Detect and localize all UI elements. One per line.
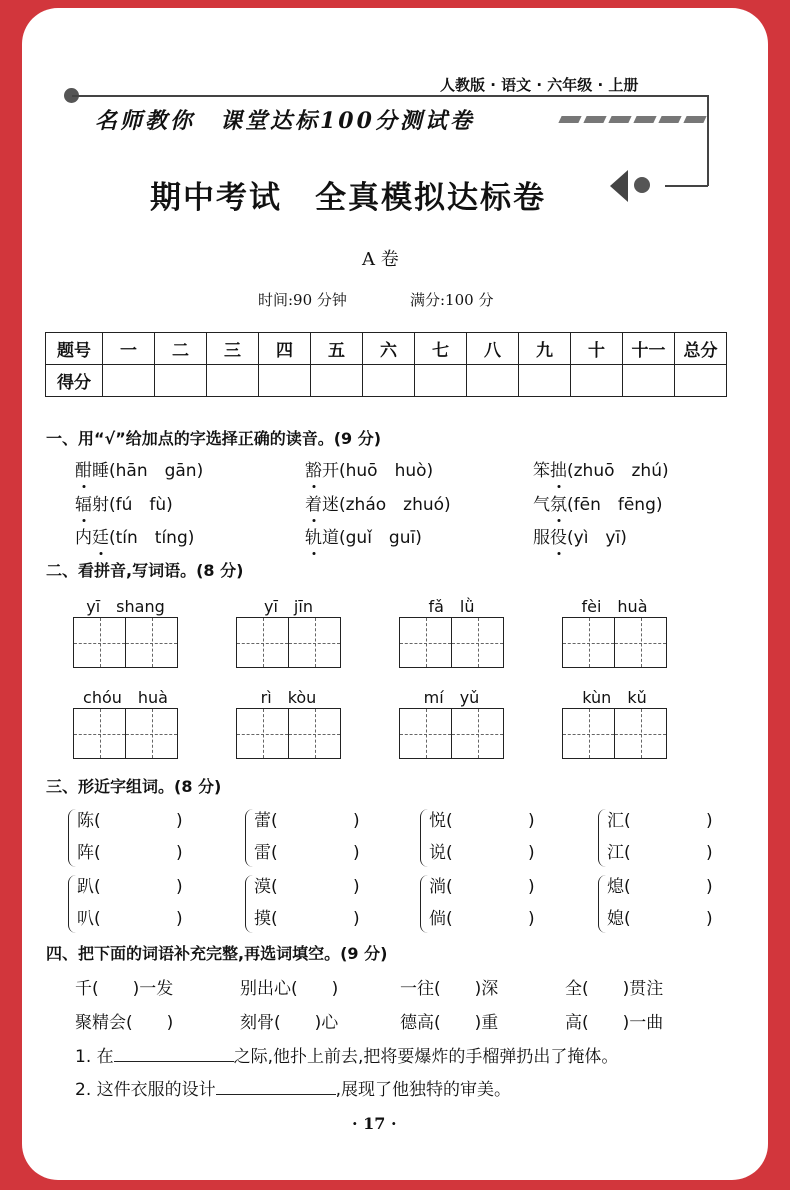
pinyin-label: mí yǔ — [423, 688, 480, 707]
question-text: ,展现了他独特的审美。 — [335, 1080, 512, 1100]
dotted-char: 辐 — [75, 495, 92, 515]
score-cell[interactable] — [623, 365, 675, 397]
header-dot-right — [634, 177, 650, 193]
paren-close[interactable]: ) — [176, 909, 183, 929]
score-table — [45, 332, 727, 397]
paren-close[interactable]: ) — [176, 843, 183, 863]
grid-cell[interactable] — [615, 618, 666, 667]
grid-cell[interactable] — [289, 709, 340, 758]
table-cell: 四 — [259, 333, 311, 365]
table-cell: 五 — [311, 333, 363, 365]
section-3-heading: 三、形近字组词。(8 分) — [46, 777, 222, 796]
idiom-blank[interactable]: 高( )一曲 — [565, 1013, 664, 1033]
dotted-char: 拙 — [550, 461, 567, 481]
fill-question-2 — [75, 1075, 511, 1100]
table-cell: 三 — [207, 333, 259, 365]
brace-icon — [598, 809, 606, 867]
item-text: 内 — [75, 528, 92, 548]
section-4-heading: 四、把下面的词语补充完整,再选词填空。(9 分) — [46, 944, 388, 963]
pronunciation-item[interactable] — [305, 456, 433, 481]
score-cell[interactable] — [207, 365, 259, 397]
grid-cell[interactable] — [452, 618, 503, 667]
pair-char: 说( — [429, 843, 453, 863]
item-text: (fēn fēng) — [567, 495, 663, 515]
grid-cell[interactable] — [74, 709, 126, 758]
score-cell[interactable] — [571, 365, 623, 397]
score-cell[interactable] — [311, 365, 363, 397]
dotted-char: 酣 — [75, 461, 92, 481]
grid-cell[interactable] — [400, 618, 452, 667]
pronunciation-item[interactable] — [533, 490, 663, 515]
pronunciation-item[interactable] — [533, 456, 669, 481]
page-number: · 17 · — [352, 1114, 397, 1133]
table-cell: 七 — [415, 333, 467, 365]
table-row — [46, 365, 727, 397]
grid-cell[interactable] — [74, 618, 126, 667]
table-cell: 九 — [519, 333, 571, 365]
question-text: 1. 在 — [75, 1047, 114, 1067]
arrow-left-icon — [610, 170, 628, 202]
brace-icon — [420, 809, 428, 867]
writing-grid[interactable] — [73, 617, 178, 668]
writing-grid[interactable] — [399, 708, 504, 759]
similar-char-pair — [420, 871, 540, 937]
pair-char: 趴( — [77, 877, 101, 897]
dotted-char: 着 — [305, 495, 322, 515]
pinyin-label: kùn kǔ — [582, 688, 647, 707]
edition-label: 人教版 · 语文 · 六年级 · 上册 — [440, 76, 639, 94]
pair-char: 雷( — [254, 843, 278, 863]
score-cell[interactable] — [259, 365, 311, 397]
grid-cell[interactable] — [126, 709, 177, 758]
question-text: 之际,他扑上前去,把将要爆炸的手榴弹扔出了掩体。 — [233, 1047, 619, 1067]
full-score: 满分:100 分 — [410, 291, 494, 309]
paren-close[interactable]: ) — [176, 877, 183, 897]
grid-cell[interactable] — [400, 709, 452, 758]
pair-char: 叭( — [77, 909, 101, 929]
paren-close[interactable]: ) — [528, 843, 535, 863]
dotted-char: 役 — [550, 528, 567, 548]
paren-close[interactable]: ) — [706, 843, 713, 863]
score-cell[interactable] — [467, 365, 519, 397]
header-rule — [72, 95, 708, 97]
pair-char: 汇( — [607, 811, 631, 831]
dotted-char: 豁 — [305, 461, 322, 481]
paren-close[interactable]: ) — [706, 811, 713, 831]
idiom-blank[interactable]: 千( )一发 — [75, 979, 174, 999]
similar-char-pair — [245, 871, 365, 937]
section-1-heading: 一、用“√”给加点的字选择正确的读音。(9 分) — [46, 429, 382, 448]
section-2-heading: 二、看拼音,写词语。(8 分) — [46, 561, 244, 580]
pinyin-label: yī shang — [86, 597, 165, 616]
similar-char-pair — [598, 871, 718, 937]
pronunciation-item[interactable] — [75, 523, 194, 548]
grid-cell[interactable] — [289, 618, 340, 667]
pronunciation-item[interactable] — [75, 490, 173, 515]
item-text: 迷(zháo zhuó) — [322, 495, 451, 515]
table-cell: 十 — [571, 333, 623, 365]
idiom-blank[interactable]: 刻骨( )心 — [240, 1013, 339, 1033]
idiom-blank[interactable]: 一往( )深 — [400, 979, 499, 999]
item-text: 笨 — [533, 461, 550, 481]
item-text: (tín tíng) — [109, 528, 195, 548]
table-row — [46, 333, 727, 365]
score-cell[interactable] — [415, 365, 467, 397]
pinyin-label: yī jīn — [264, 597, 313, 616]
table-cell: 一 — [103, 333, 155, 365]
writing-grid[interactable] — [562, 708, 667, 759]
item-text: 睡(hān gān) — [92, 461, 204, 481]
similar-char-pair — [598, 805, 718, 871]
item-text: 道(guǐ guī) — [322, 528, 422, 548]
pair-char: 陈( — [77, 811, 101, 831]
paper-subtitle: A 卷 — [362, 249, 399, 270]
grid-cell[interactable] — [237, 709, 289, 758]
pair-char: 媳( — [607, 909, 631, 929]
idiom-blank[interactable]: 别出心( ) — [240, 979, 339, 999]
writing-grid[interactable] — [236, 617, 341, 668]
similar-char-pair — [245, 805, 365, 871]
pair-char: 淌( — [429, 877, 453, 897]
dotted-char: 轨 — [305, 528, 322, 548]
header-rule-bottom — [665, 185, 708, 187]
score-cell[interactable] — [675, 365, 727, 397]
paren-close[interactable]: ) — [353, 909, 360, 929]
brace-icon — [420, 875, 428, 933]
time-limit: 时间:90 分钟 — [258, 291, 347, 309]
pair-char: 漠( — [254, 877, 278, 897]
brace-icon — [598, 875, 606, 933]
grid-cell[interactable] — [126, 618, 177, 667]
item-text: 开(huō huò) — [322, 461, 434, 481]
writing-grid[interactable] — [399, 617, 504, 668]
pinyin-label: fǎ lǜ — [428, 597, 475, 616]
pinyin-label: rì kòu — [260, 688, 317, 707]
grid-cell[interactable] — [452, 709, 503, 758]
pair-char: 摸( — [254, 909, 278, 929]
idiom-blank[interactable]: 聚精会( ) — [75, 1013, 174, 1033]
pronunciation-item[interactable] — [305, 490, 451, 515]
writing-grid[interactable] — [562, 617, 667, 668]
answer-blank[interactable] — [114, 1046, 234, 1062]
item-text: 气 — [533, 495, 550, 515]
paren-close[interactable]: ) — [353, 843, 360, 863]
pair-char: 倘( — [429, 909, 453, 929]
paren-close[interactable]: ) — [706, 877, 713, 897]
similar-char-pair — [68, 805, 188, 871]
pinyin-label: fèi huà — [581, 597, 648, 616]
writing-grid[interactable] — [236, 708, 341, 759]
pair-char: 熄( — [607, 877, 631, 897]
item-text: (zhuō zhú) — [567, 461, 669, 481]
table-cell: 总分 — [675, 333, 727, 365]
page-title: 期中考试 全真模拟达标卷 — [150, 180, 546, 216]
grid-cell[interactable] — [563, 618, 615, 667]
brace-icon — [245, 875, 253, 933]
score-cell[interactable] — [363, 365, 415, 397]
score-cell[interactable] — [103, 365, 155, 397]
answer-blank[interactable] — [216, 1079, 336, 1095]
grid-cell[interactable] — [563, 709, 615, 758]
score-cell[interactable] — [155, 365, 207, 397]
paren-close[interactable]: ) — [353, 877, 360, 897]
table-cell: 十一 — [623, 333, 675, 365]
idiom-blank[interactable]: 德高( )重 — [400, 1013, 499, 1033]
score-cell[interactable] — [519, 365, 571, 397]
table-cell: 六 — [363, 333, 415, 365]
writing-grid[interactable] — [73, 708, 178, 759]
question-text: 2. 这件衣服的设计 — [75, 1080, 216, 1100]
series-title: 名师教你 课堂达标100分测试卷 — [95, 108, 475, 134]
dotted-char: 氛 — [550, 495, 567, 515]
idiom-blank[interactable]: 全( )贯注 — [565, 979, 664, 999]
dash-decoration — [560, 108, 710, 127]
item-text: 射(fú fù) — [92, 495, 173, 515]
table-cell: 二 — [155, 333, 207, 365]
pair-char: 蕾( — [254, 811, 278, 831]
grid-cell[interactable] — [615, 709, 666, 758]
pair-char: 江( — [607, 843, 631, 863]
paren-close[interactable]: ) — [528, 877, 535, 897]
table-cell: 题号 — [46, 333, 103, 365]
item-text: 服 — [533, 528, 550, 548]
pinyin-label: chóu huà — [83, 688, 168, 707]
pair-char: 阵( — [77, 843, 101, 863]
paren-close[interactable]: ) — [353, 811, 360, 831]
brace-icon — [68, 809, 76, 867]
pronunciation-item[interactable] — [305, 523, 422, 548]
similar-char-pair — [420, 805, 540, 871]
paren-close[interactable]: ) — [176, 811, 183, 831]
pronunciation-item[interactable] — [75, 456, 203, 481]
table-cell: 八 — [467, 333, 519, 365]
table-cell: 得分 — [46, 365, 103, 397]
pair-char: 悦( — [429, 811, 453, 831]
paren-close[interactable]: ) — [528, 811, 535, 831]
fill-question-1 — [75, 1042, 618, 1067]
dotted-char: 廷 — [92, 528, 109, 548]
grid-cell[interactable] — [237, 618, 289, 667]
brace-icon — [245, 809, 253, 867]
paren-close[interactable]: ) — [528, 909, 535, 929]
brace-icon — [68, 875, 76, 933]
paren-close[interactable]: ) — [706, 909, 713, 929]
similar-char-pair — [68, 871, 188, 937]
item-text: (yì yī) — [567, 528, 627, 548]
pronunciation-item[interactable] — [533, 523, 627, 548]
